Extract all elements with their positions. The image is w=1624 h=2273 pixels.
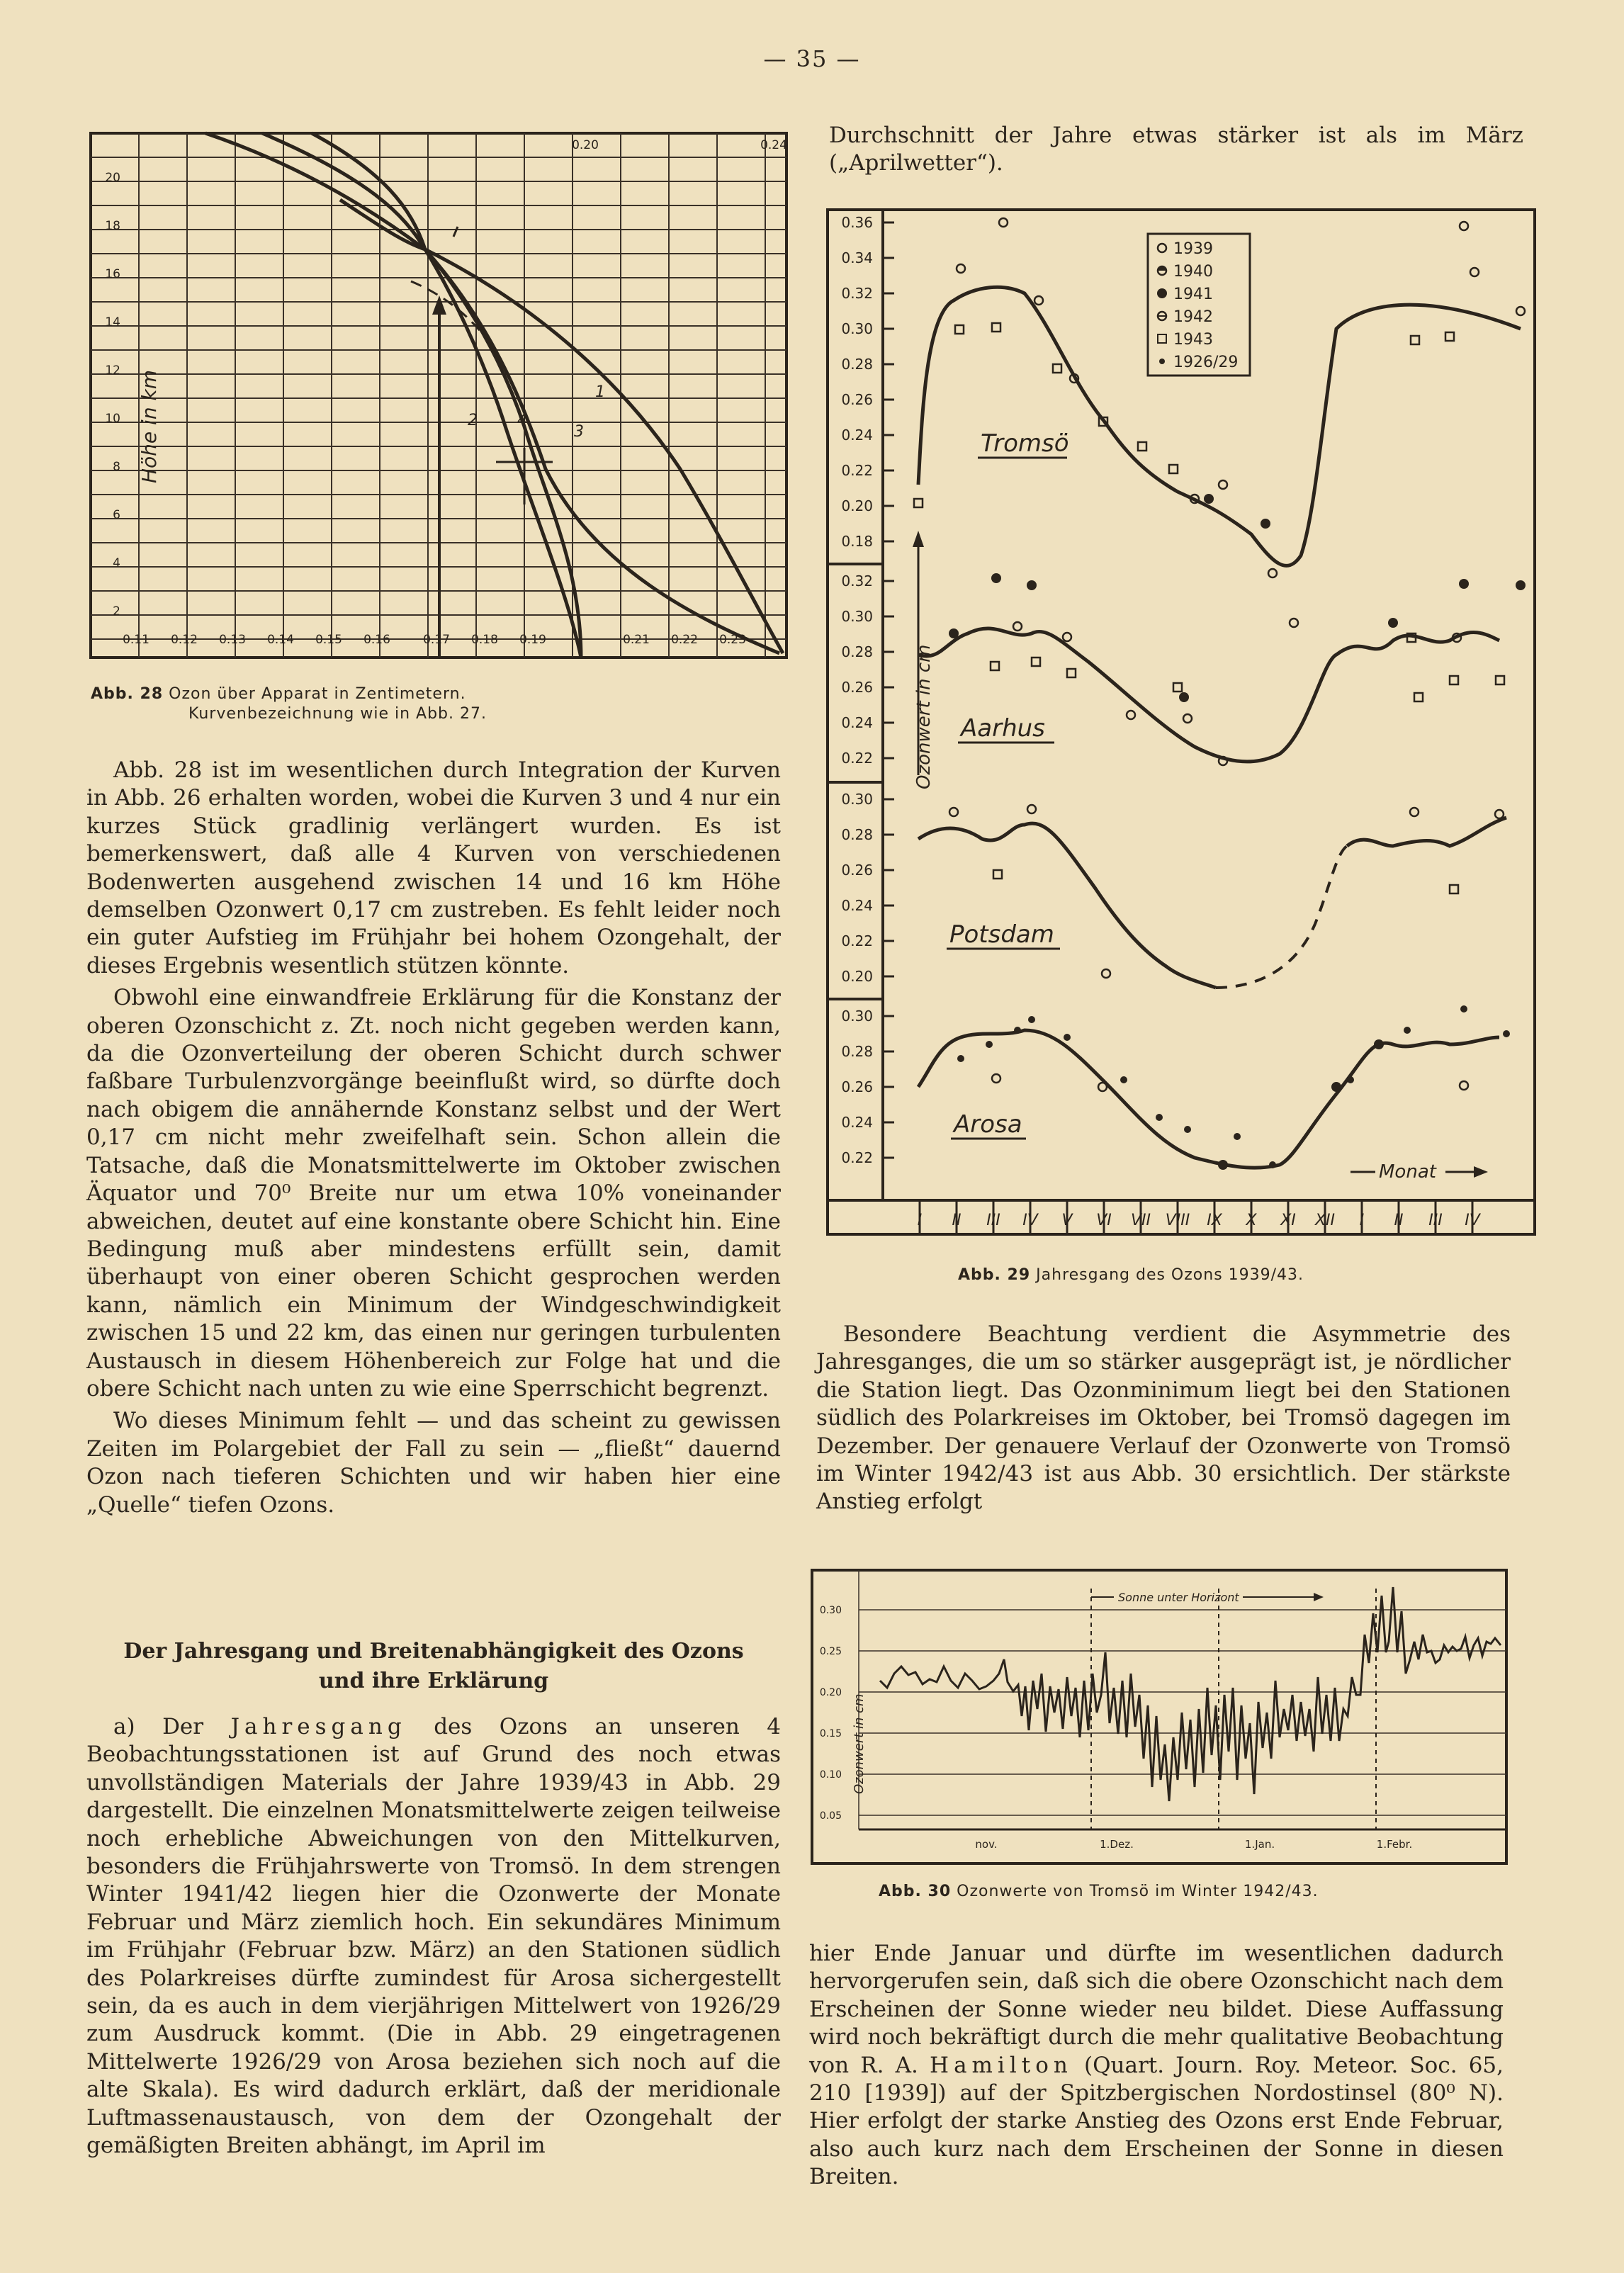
caption-label: Abb. 28 <box>91 685 164 703</box>
paragraph: Abb. 28 ist im wesentlichen durch Integration der Kurven in Abb. 26 erhalten worden, wobei die Kurven 3 und 4 nur ein kurzes Stück gradlinig verlängert wurden. Es ist bemerkenswert, daß alle 4 Kurven von verschiedenen Bodenwerten ausgehend zwischen 14 und 16 km Höhe demselben Ozonwert 0,17 cm zustreben. Es fehlt leider noch ein guter Aufstieg im Frühjahr bei hohem Ozongehalt, der dieses Ergebnis wesentlich stützen könnte. <box>86 757 781 978</box>
paragraph: Durchschnitt der Jahre etwas stärker ist als im März („Aprilwetter“). <box>829 123 1523 176</box>
y-tick: 0.28 <box>841 643 873 660</box>
y-tick: 0.26 <box>841 391 873 408</box>
y-tick: 0.15 <box>819 1728 842 1739</box>
y-tick: 0.22 <box>841 462 873 479</box>
y-tick: 0.26 <box>841 862 873 879</box>
month-tick: II <box>1394 1212 1404 1229</box>
curve-label: 4 <box>517 412 527 429</box>
legend-item: 1941 <box>1173 286 1213 303</box>
paragraph: Besondere Beachtung verdient die Asymmetrie des Jahresganges, die um so stärker ausgeprägt ist, je nördlicher die Station liegt. Das Ozonminimum liegt bei den Stationen südlich des Polarkreises im Oktober, bei Tromsö dagegen im Dezember. Der genauere Verlauf der Ozonwerte von Tromsö im Winter 1942/43 ist aus Abb. 30 ersichtlich. Der stärkste Anstieg erfolgt <box>816 1321 1511 1515</box>
x-top-tick: 0.24 <box>760 138 787 152</box>
figure-28-caption <box>91 684 792 724</box>
station-label-arosa: Arosa <box>954 1110 1022 1139</box>
x-tick: 1.Dez. <box>1100 1838 1134 1851</box>
curve-3 <box>312 133 779 653</box>
y-tick: 0.05 <box>819 1810 842 1822</box>
paragraph: Obwohl eine einwandfreie Erklärung für die Konstanz der oberen Ozonschicht z. Zt. noch nicht gegeben werden kann, da die Ozonverteilung der oberen Schicht durch schwer faßbare Turbulenzvorgänge beeinflußt wird, so dürfte doch nach obigem die annähernde Konstanz selbst und der Wert 0,17 cm nicht mehr zweifelhaft sein. Schon allein die Tatsache, daß die Monatsmittelwerte im Oktober zwischen Äquator und 70⁰ Breite nur um etwa 10% voneinander abweichen, deutet auf eine konstante obere Schicht hin. Eine Bedingung muß aber mindestens erfüllt sein, damit überhaupt von einer oberen Schicht gesprochen werden kann, nämlich ein Minimum der Windgeschwindigkeit zwischen 15 und 22 km, das einen nur geringen turbulenten Austausch in diesem Höhenbereich zur Folge hat und die obere Schicht nach unten zu wie eine Sperrschicht begrenzt. <box>86 985 781 1401</box>
x-axis-label: Monat <box>1379 1161 1436 1183</box>
curve-label: 2 <box>468 412 478 429</box>
month-tick: III <box>986 1212 1000 1229</box>
x-tick: 0.13 <box>219 633 246 647</box>
curve-4 <box>262 133 581 658</box>
caption-text: Jahresgang des Ozons 1939/43. <box>1036 1266 1304 1284</box>
x-tick: 0.17 <box>423 633 450 647</box>
y-tick: 0.32 <box>841 285 873 302</box>
x-tick: 0.19 <box>519 633 546 647</box>
legend-item: 1943 <box>1173 331 1213 349</box>
legend-item: 1940 <box>1173 263 1213 281</box>
y-tick: 0.30 <box>841 320 873 337</box>
month-tick: IV <box>1022 1212 1038 1229</box>
x-tick: 0.18 <box>471 633 498 647</box>
right-column-top <box>829 122 1523 182</box>
month-tick: X <box>1246 1212 1257 1229</box>
x-tick: 0.12 <box>171 633 198 647</box>
figure-29 <box>826 208 1538 1240</box>
station-label-potsdam: Potsdam <box>949 920 1054 949</box>
legend-item: 1926/29 <box>1173 354 1239 371</box>
curve-potsdam-solid-2 <box>1347 818 1506 846</box>
y-tick: 0.20 <box>819 1687 842 1698</box>
month-tick: II <box>952 1212 962 1229</box>
curve-tromso <box>918 287 1521 565</box>
month-tick: XI <box>1280 1212 1296 1229</box>
y-tick: 0.22 <box>841 932 873 949</box>
y-tick: 0.34 <box>841 249 873 266</box>
caption-text: Ozonwerte von Tromsö im Winter 1942/43. <box>957 1883 1319 1900</box>
y-tick: 0.24 <box>841 897 873 914</box>
text-span: a) Der <box>113 1714 204 1739</box>
caption-text: Ozon über Apparat in Zentimetern. <box>169 685 466 703</box>
month-tick: V <box>1061 1212 1073 1229</box>
text-span: hier Ende Januar und dürfte im wesentlichen dadurch hervorgerufen sein, daß sich die obere Ozonschicht nach dem Erscheinen der Sonne wieder neu bildet. Diese Auffassung wird noch bekräftigt durch die mehr qualitative Beobachtung von R. A. <box>809 1941 1504 2078</box>
legend-item: 1942 <box>1173 308 1213 326</box>
figure-30 <box>809 1567 1509 1869</box>
paragraph: Wo dieses Minimum fehlt — und das scheint zu gewissen Zeiten im Polargebiet der Fall zu sein — „fließt“ dauernd Ozon nach tieferen Schichten und wir haben hier eine „Quelle“ tiefen Ozons. <box>86 1408 781 1518</box>
caption-label: Abb. 30 <box>879 1883 952 1900</box>
x-tick: 0.11 <box>123 633 150 647</box>
y-tick: 10 <box>105 412 120 426</box>
page-number: — 35 — <box>763 45 861 72</box>
x-tick: 1.Jan. <box>1244 1838 1275 1851</box>
y-tick: 0.24 <box>841 427 873 444</box>
y-tick: 0.28 <box>841 826 873 843</box>
month-tick: VI <box>1096 1212 1112 1229</box>
y-tick: 14 <box>105 315 120 329</box>
y-tick: 0.30 <box>841 1008 873 1025</box>
spaced-name: Hamilton <box>930 2052 1073 2078</box>
y-tick: 8 <box>113 460 120 474</box>
month-tick: IX <box>1207 1212 1222 1229</box>
y-axis-label: Ozonwert in cm <box>913 644 935 789</box>
y-tick: 0.22 <box>841 750 873 767</box>
x-top-tick: 0.20 <box>572 138 599 152</box>
y-tick: 2 <box>113 604 120 619</box>
spaced-word: Jahresgang <box>230 1714 407 1739</box>
y-tick: 0.24 <box>841 1114 873 1131</box>
y-tick: 0.30 <box>841 608 873 625</box>
x-tick: 0.14 <box>267 633 294 647</box>
curve-potsdam-solid <box>918 823 1216 988</box>
y-tick: 0.25 <box>819 1646 842 1657</box>
x-tick: 0.21 <box>623 633 650 647</box>
x-tick: 0.15 <box>315 633 342 647</box>
text-span: (Quart. Journ. Roy. Meteor. Soc. 65, 210 [1939]) auf der Spitzbergischen Nordostinsel (80⁰ N). Hier erfolgt der starke Anstieg des Ozons erst Ende Februar, also auch kurz nach dem Erscheinen der Sonne in diesen Breiten. <box>809 2052 1504 2190</box>
month-tick: VIII <box>1165 1212 1190 1229</box>
y-tick: 0.18 <box>841 533 873 550</box>
left-column-upper <box>86 757 781 1523</box>
y-tick: 4 <box>113 556 120 570</box>
figure-29-caption <box>958 1265 1525 1285</box>
section-heading-line-1: Der Jahresgang und Breitenabhängigkeit des Ozons <box>123 1639 744 1664</box>
left-column-lower <box>86 1713 781 2165</box>
figure-28 <box>85 129 794 667</box>
month-tick: IV <box>1465 1212 1480 1229</box>
month-tick: VII <box>1130 1212 1151 1229</box>
y-tick: 0.26 <box>841 679 873 696</box>
month-tick: III <box>1428 1212 1443 1229</box>
y-axis-label: Höhe in km <box>137 370 161 483</box>
y-tick: 0.10 <box>819 1769 842 1781</box>
y-tick: 0.24 <box>841 714 873 731</box>
curve-potsdam-dashed <box>1216 846 1347 988</box>
y-tick: 0.22 <box>841 1149 873 1166</box>
paragraph <box>86 1713 781 2160</box>
y-tick: 0.32 <box>841 573 873 590</box>
y-axis-label: Ozonwert in cm <box>852 1693 867 1794</box>
x-tick: 1.Febr. <box>1376 1838 1413 1851</box>
text-span: des Ozons an unseren 4 Beobachtungsstationen ist auf Grund des noch etwas unvollständigen Materials der Jahre 1939/43 in Abb. 29 dargestellt. Die einzelnen Monatsmittelwerte zeigen teilweise noch erhebliche Abweichungen von den Mittelkurven, besonders die Frühjahrswerte von Tromsö. In dem strengen Winter 1941/42 liegen hier die Ozonwerte der Monate Februar und März ziemlich hoch. Ein sekundäres Minimum im Frühjahr (Februar bzw. März) an den Stationen südlich des Polarkreises dürfte zumindest für Arosa sichergestellt sein, da es auch in dem vierjährigen Mittelwert von 1926/29 zum Ausdruck kommt. (Die in Abb. 29 eingetragenen Mittelwerte 1926/29 von Arosa beziehen sich noch auf die alte Skala). Es wird dadurch erklärt, daß der meridionale Luftmassenaustausch, von dem der Ozongehalt der gemäßigten Breiten abhängt, im April im <box>86 1714 782 2159</box>
y-tick: 0.36 <box>841 214 873 231</box>
x-tick: 0.23 <box>719 633 746 647</box>
x-tick: 0.22 <box>671 633 698 647</box>
section-heading-line-2: und ihre Erklärung <box>318 1669 549 1693</box>
ozone-series <box>880 1587 1501 1801</box>
right-column-bottom <box>809 1940 1504 2196</box>
month-tick: I <box>1359 1212 1365 1229</box>
curve-label: 3 <box>574 423 584 441</box>
paragraph <box>809 1940 1504 2192</box>
y-tick: 6 <box>113 508 120 522</box>
y-tick: 0.20 <box>841 968 873 985</box>
y-tick: 0.28 <box>841 356 873 373</box>
month-tick: I <box>917 1212 923 1229</box>
legend-item: 1939 <box>1173 240 1213 258</box>
y-tick: 0.30 <box>819 1605 842 1616</box>
y-tick: 0.20 <box>841 497 873 514</box>
caption-label: Abb. 29 <box>958 1266 1031 1284</box>
curve-arosa <box>918 1030 1499 1168</box>
y-tick: 20 <box>105 171 120 185</box>
section-heading <box>86 1637 781 1696</box>
figure-30-caption <box>879 1882 1516 1902</box>
station-label-tromso: Tromsö <box>981 429 1069 458</box>
y-tick: 18 <box>105 219 120 233</box>
caption-text-2: Kurvenbezeichnung wie in Abb. 27. <box>188 705 487 723</box>
sun-annotation: Sonne unter Horizont <box>1118 1591 1239 1604</box>
y-tick: 16 <box>105 267 120 281</box>
month-tick: XII <box>1314 1212 1336 1229</box>
y-tick: 12 <box>105 363 120 378</box>
y-tick: 0.30 <box>841 791 873 808</box>
curve-label: 1 <box>595 383 605 401</box>
y-tick: 0.26 <box>841 1078 873 1095</box>
y-tick: 0.28 <box>841 1043 873 1060</box>
station-label-aarhus: Aarhus <box>961 714 1045 743</box>
x-tick: nov. <box>975 1838 998 1851</box>
right-column-mid <box>816 1321 1511 1521</box>
x-tick: 0.16 <box>363 633 390 647</box>
